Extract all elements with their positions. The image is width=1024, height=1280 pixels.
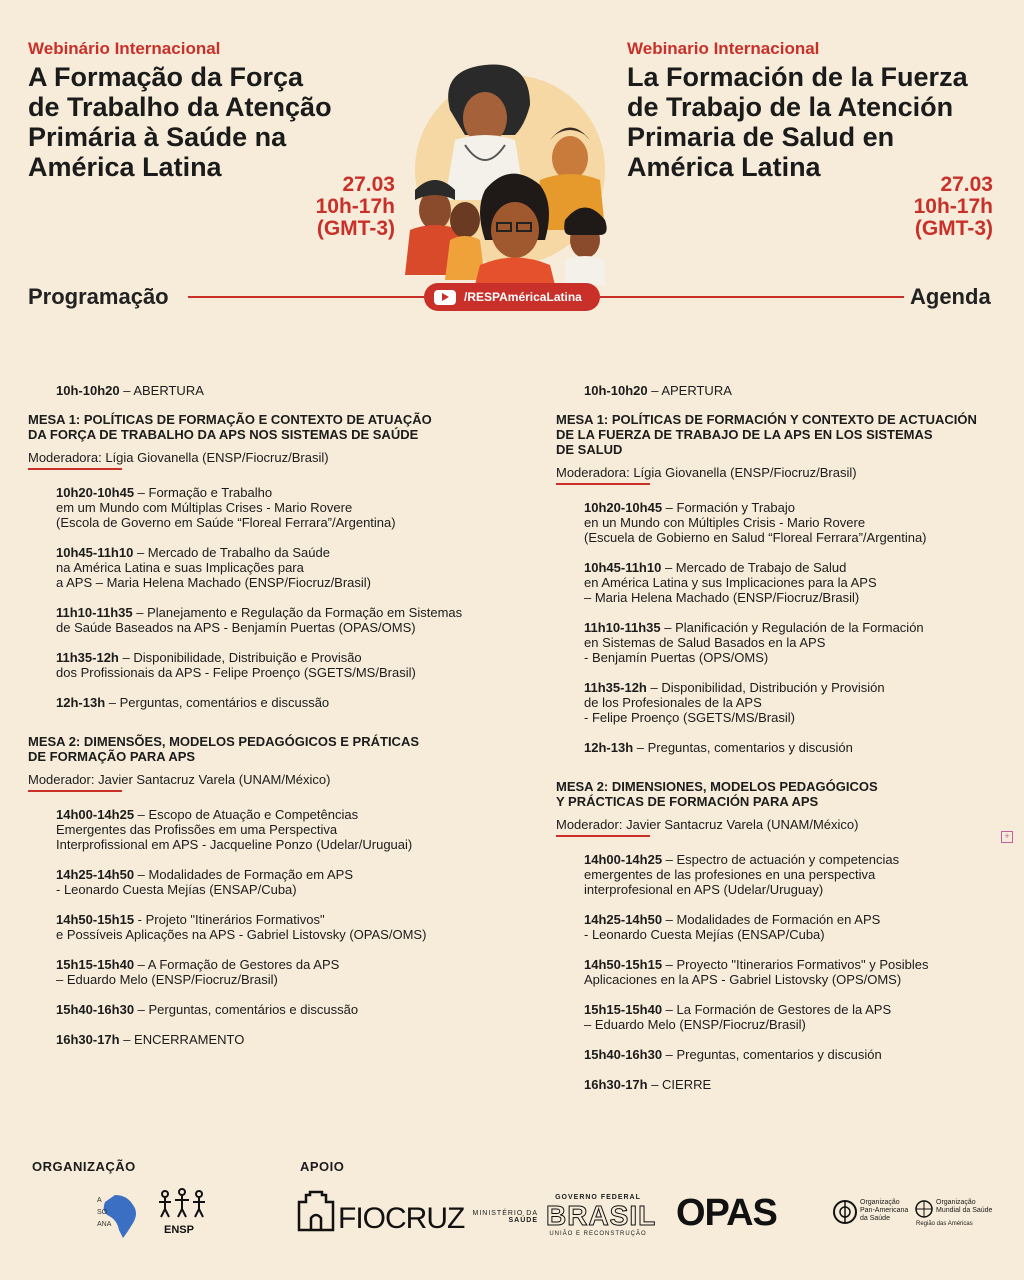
kicker-es: Webinario Internacional [627,39,820,58]
organizacao-label: ORGANIZAÇÃO [32,1159,136,1174]
ministerio-logo: MINISTÉRIO DA SAÚDE [472,1210,538,1224]
mesa1-moderator-es: Moderadora: Lígia Giovanella (ENSP/Fiocruz/Brasil) [556,465,857,480]
mesa2-moderator-es: Moderador: Javier Santacruz Varela (UNAM/México) [556,817,859,832]
session-item: 14h00-14h25 – Escopo de Atuação e Competências Emergentes das Profissões em uma Perspectiva Interprofissional em APS - Jacqueline Ponzo (Udelar/Uruguai) [56,807,413,852]
section-rule-right [600,296,904,298]
youtube-channel-label: /RESPAméricaLatina [464,290,582,304]
session-item: 15h15-15h40 – La Formación de Gestores de la APS – Eduardo Melo (ENSP/Fiocruz/Brasil) [584,1002,892,1032]
ensp-figures-icon [157,1188,207,1220]
section-agenda: Agenda [910,284,991,309]
ensp-logo-text: ENSP [164,1224,194,1236]
program-pt [28,383,528,1062]
session-item: 14h50-15h15 - Projeto "Itinerários Formativos" e Possíveis Aplicações na APS - Gabriel Listovsky (OPAS/OMS) [56,912,427,942]
session-item: 10h45-11h10 – Mercado de Trabalho da Saúde na América Latina e suas Implicações para a APS – Maria Helena Machado (ENSP/Fiocruz/Brasil) [56,545,372,590]
session-item: 12h-13h – Perguntas, comentários e discussão [56,695,330,710]
opening-pt: 10h-10h20 – ABERTURA [56,383,204,398]
mesa2-moderator-pt: Moderador: Javier Santacruz Varela (UNAM/México) [28,772,331,787]
title-es: La Formación de la Fuerza de Trabajo de la Atención Primaria de Salud en América Latina [627,62,968,182]
session-item: 14h00-14h25 – Espectro de actuación y competencias emergentes de las profesiones en una perspectiva interprofesional en APS (Udelar/Uruguay) [584,852,900,897]
program-es [556,383,1006,1107]
section-programacao: Programação [28,284,169,309]
svg-text:A: A [97,1197,102,1204]
mesa1-title-es: MESA 1: POLÍTICAS DE FORMACIÓN Y CONTEXTO DE ACTUACIÓN DE LA FUERZA DE TRABAJO DE LA APS EN LOS SISTEMAS DE SALUD [556,412,977,457]
title-pt: A Formação da Força de Trabalho da Atenção Primária à Saúde na América Latina [28,62,332,182]
add-icon[interactable]: + [1001,831,1013,843]
session-item: 16h30-17h – ENCERRAMENTO [56,1032,245,1047]
asoana-logo [95,1190,147,1240]
youtube-icon [434,290,456,305]
session-item: 11h35-12h – Disponibilidad, Distribución y Provisión de los Profesionales de la APS - Felipe Proenço (SGETS/MS/Brasil) [584,680,885,725]
mesa2-title-es: MESA 2: DIMENSIONES, MODELOS PEDAGÓGICOS Y PRÁCTICAS DE FORMACIÓN PARA APS [556,779,878,809]
session-item: 16h30-17h – CIERRE [584,1077,712,1092]
paho-text: Organização Pan-Americana da Saúde [860,1199,909,1222]
who-emblem-icon [914,1199,934,1219]
svg-text:SO: SO [97,1209,108,1216]
regiao-text: Região das Américas [916,1221,973,1227]
who-text: Organização Mundial da Saúde [936,1199,993,1214]
session-item: 15h40-16h30 – Preguntas, comentarios y discusión [584,1047,882,1062]
mesa1-moderator-pt: Moderadora: Lígia Giovanella (ENSP/Fiocruz/Brasil) [28,450,329,465]
session-item: 10h20-10h45 – Formación y Trabajo en un Mundo con Múltiples Crisis - Mario Rovere (Escuela de Gobierno en Salud “Floreal Ferrara”/Argentina) [584,500,927,545]
session-item: 14h25-14h50 – Modalidades de Formación en APS - Leonardo Cuesta Mejías (ENSAP/Cuba) [584,912,881,942]
session-item: 10h20-10h45 – Formação e Trabalho em um Mundo com Múltiplas Crises - Mario Rovere (Escola de Governo em Saúde “Floreal Ferrara”/Argentina) [56,485,396,530]
mesa2-title-pt: MESA 2: DIMENSÕES, MODELOS PEDAGÓGICOS E PRÁTICAS DE FORMAÇÃO PARA APS [28,734,420,764]
opening-es: 10h-10h20 – APERTURA [584,383,732,398]
date-es: 27.03 10h-17h (GMT-3) [913,173,993,240]
date-pt: 27.03 10h-17h (GMT-3) [315,173,395,240]
fiocruz-logo-text: FIOCRUZ [338,1202,465,1235]
session-item: 11h10-11h35 – Planificación y Regulación de la Formación en Sistemas de Salud Basados en la APS - Benjamín Puertas (OPS/OMS) [584,620,924,665]
gov-federal-logo: GOVERNO FEDERAL BRASIL UNIÃO E RECONSTRUÇÃO [546,1194,657,1237]
session-item: 11h35-12h – Disponibilidade, Distribuição e Provisão dos Profissionais da APS - Felipe Proenço (SGETS/MS/Brasil) [56,650,416,680]
session-item: 12h-13h – Preguntas, comentarios y discusión [584,740,853,755]
health-workers-illustration [405,40,620,285]
youtube-channel-link[interactable] [424,283,600,311]
section-rule-left [188,296,424,298]
fiocruz-castle-icon [296,1190,336,1232]
paho-emblem-icon [832,1199,858,1225]
opas-logo-text: OPAS [676,1192,777,1234]
kicker-pt: Webinário Internacional [28,39,221,58]
session-item: 15h15-15h40 – A Formação de Gestores da APS – Eduardo Melo (ENSP/Fiocruz/Brasil) [56,957,340,987]
session-item: 10h45-11h10 – Mercado de Trabajo de Salud en América Latina y sus Implicaciones para la APS – Maria Helena Machado (ENSP/Fiocruz/Brasil) [584,560,877,605]
apoio-label: APOIO [300,1159,345,1174]
svg-text:ANA: ANA [97,1221,112,1228]
session-item: 14h25-14h50 – Modalidades de Formação em APS - Leonardo Cuesta Mejías (ENSAP/Cuba) [56,867,354,897]
session-item: 11h10-11h35 – Planejamento e Regulação da Formação em Sistemas de Saúde Baseados na APS - Benjamín Puertas (OPAS/OMS) [56,605,463,635]
session-item: 15h40-16h30 – Perguntas, comentários e discussão [56,1002,359,1017]
mesa1-title-pt: MESA 1: POLÍTICAS DE FORMAÇÃO E CONTEXTO DE ATUAÇÃO DA FORÇA DE TRABALHO DA APS NOS SISTEMAS DE SAÚDE [28,412,432,442]
session-item: 14h50-15h15 – Proyecto "Itinerarios Formativos" y Posibles Aplicaciones en la APS - Gabriel Listovsky (OPS/OMS) [584,957,929,987]
